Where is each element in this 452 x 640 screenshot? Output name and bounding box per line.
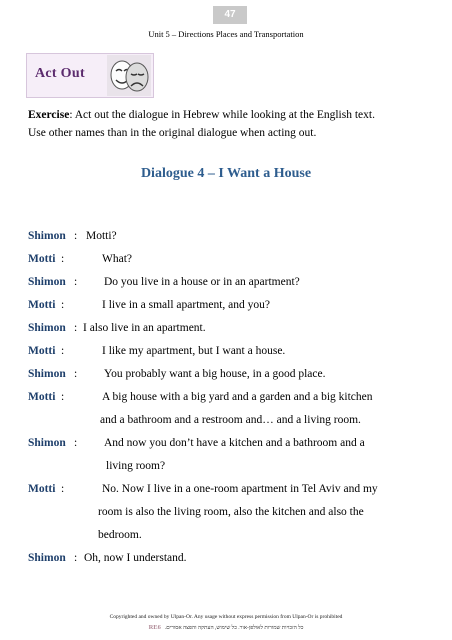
dialogue-line: I also live in an apartment. [83, 322, 206, 334]
dialogue-line: Do you live in a house or in an apartment? [104, 276, 300, 288]
speaker-separator: : [74, 230, 78, 242]
speaker-name: Shimon [28, 552, 66, 564]
footer-hebrew: כל הזכויות שמורות לאולפן-אור. כל שימוש, העתקה והפצה אסורים. [164, 625, 304, 631]
speaker-name: Shimon [28, 322, 66, 334]
dialogue-line: Motti? [86, 230, 117, 242]
speaker-name: Shimon [28, 368, 66, 380]
dialogue-line: I live in a small apartment, and you? [102, 299, 270, 311]
unit-header: Unit 5 – Directions Places and Transportation [148, 29, 304, 39]
speaker-separator: : [61, 345, 65, 357]
dialogue-line: A big house with a big yard and a garden and a big kitchen [102, 391, 373, 403]
dialogue-line: What? [102, 253, 133, 265]
footer-code: RE6 [148, 624, 161, 631]
dialogue-line: and a bathroom and a restroom and… and a living room. [100, 414, 361, 426]
act-out-label: Act Out [35, 66, 85, 81]
exercise-instructions [28, 106, 388, 142]
dialogue-line: You probably want a big house, in a good place. [104, 368, 326, 380]
dialogue-line: And now you don’t have a kitchen and a bathroom and a [104, 437, 365, 449]
footer-hebrew-line [0, 624, 452, 631]
footer-copyright: Copyrighted and owned by Ulpan-Or. Any usage without express permission from Ulpan-Or is prohibited [109, 614, 343, 620]
dialogue-line: No. Now I live in a one-room apartment in Tel Aviv and my [102, 483, 378, 495]
speaker-separator: : [74, 276, 78, 288]
speaker-separator: : [74, 322, 78, 334]
theater-masks-icon [107, 55, 151, 96]
dialogue-line: room is also the living room, also the kitchen and also the [98, 506, 364, 518]
dialogue-line: I like my apartment, but I want a house. [102, 345, 286, 357]
speaker-separator: : [61, 253, 65, 265]
speaker-name: Shimon [28, 230, 66, 242]
dialogue-title: Dialogue 4 – I Want a House [140, 166, 312, 181]
dialogue-line: living room? [106, 460, 166, 472]
speaker-separator: : [74, 552, 78, 564]
speaker-separator: : [61, 299, 65, 311]
speaker-name: Motti [28, 483, 56, 495]
exercise-text: : Act out the dialogue in Hebrew while looking at the English text. Use other names than in the original dialogue when acting out. [28, 109, 375, 139]
speaker-name: Motti [28, 391, 56, 403]
dialogue-line: Oh, now I understand. [84, 552, 187, 564]
speaker-name: Shimon [28, 276, 66, 288]
exercise-label: Exercise [28, 109, 70, 121]
speaker-name: Motti [28, 299, 56, 311]
act-out-banner [26, 53, 154, 98]
speaker-name: Motti [28, 345, 56, 357]
speaker-separator: : [61, 483, 65, 495]
speaker-separator: : [74, 437, 78, 449]
page-number: 47 [213, 6, 247, 24]
dialogue-line: bedroom. [98, 529, 142, 541]
speaker-separator: : [74, 368, 78, 380]
speaker-name: Motti [28, 253, 56, 265]
speaker-separator: : [61, 391, 65, 403]
speaker-name: Shimon [28, 437, 66, 449]
